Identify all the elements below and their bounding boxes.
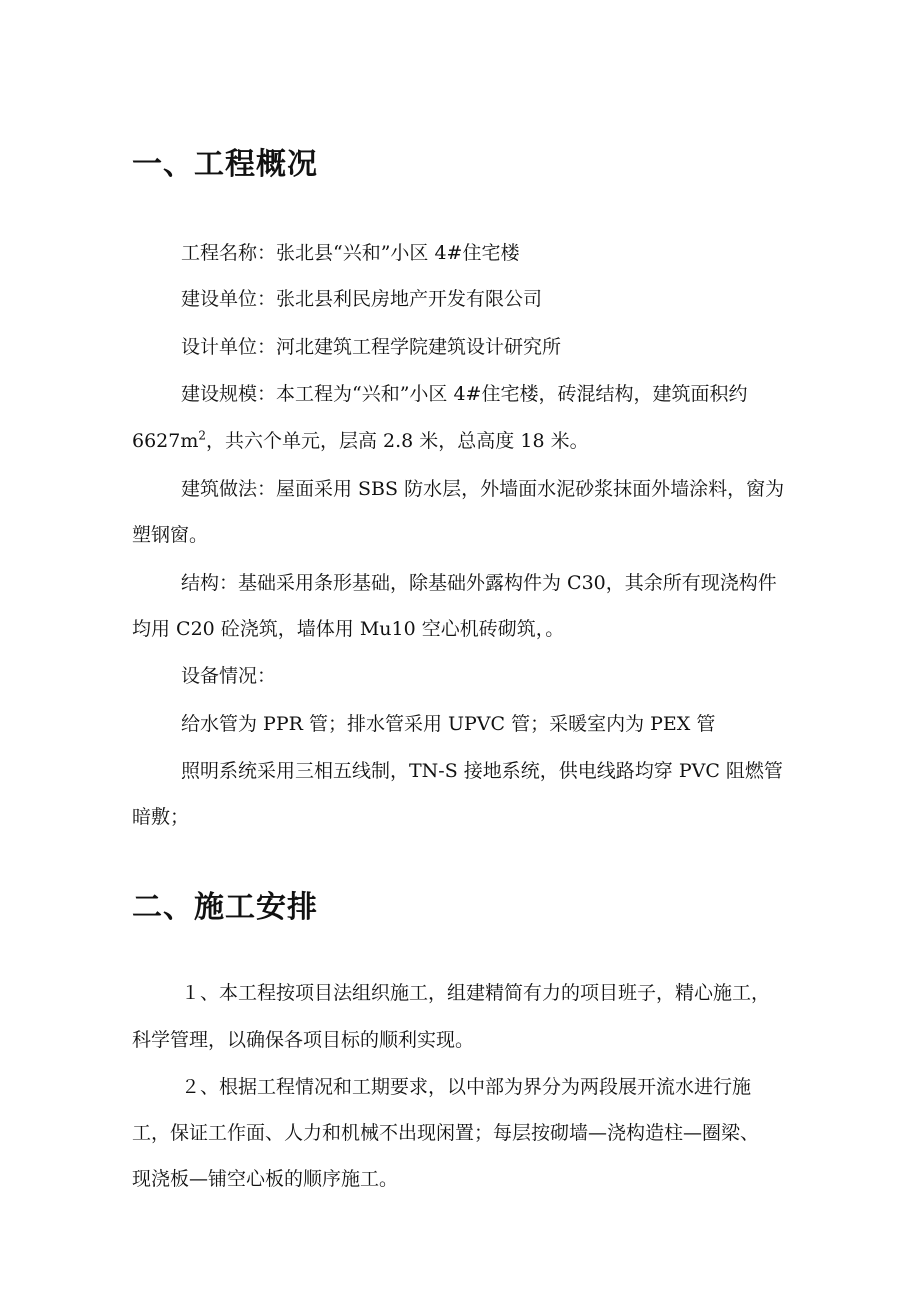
item2-line-1: ２、根据工程情况和工期要求，以中部为界分为两段展开流水进行施 bbox=[181, 1076, 752, 1098]
scale-rest: ，共六个单元，层高 2.8 米，总高度 18 米。 bbox=[206, 430, 589, 452]
client-line: 建设单位：张北县利民房地产开发有限公司 bbox=[181, 288, 543, 310]
scale-line-2 bbox=[132, 428, 589, 452]
equipment-pipes-line: 给水管为 PPR 管；排水管采用 UPVC 管；采暖室内为 PEX 管 bbox=[181, 713, 716, 735]
area-superscript: 2 bbox=[198, 428, 207, 443]
area-value: 6627m bbox=[132, 430, 199, 452]
item1-line-2: 科学管理，以确保各项目标的顺利实现。 bbox=[132, 1029, 475, 1051]
project-name-line: 工程名称：张北县“兴和”小区 4#住宅楼 bbox=[181, 242, 520, 264]
item2-line-2: 工，保证工作面、人力和机械不出现闲置；每层按砌墙—浇构造柱—圈梁、 bbox=[132, 1122, 760, 1144]
designer-line: 设计单位：河北建筑工程学院建筑设计研究所 bbox=[181, 336, 562, 358]
lighting-line-1: 照明系统采用三相五线制，TN-S 接地系统，供电线路均穿 PVC 阻燃管 bbox=[181, 760, 783, 782]
section-heading-arrangement: 二、施工安排 bbox=[132, 890, 318, 925]
method-line-2: 塑钢窗。 bbox=[132, 524, 209, 546]
method-line-1: 建筑做法：屋面采用 SBS 防水层，外墙面水泥砂浆抹面外墙涂料，窗为 bbox=[181, 478, 785, 500]
structure-line-2: 均用 C20 砼浇筑，墙体用 Mu10 空心机砖砌筑，。 bbox=[132, 618, 565, 640]
item2-line-3: 现浇板—铺空心板的顺序施工。 bbox=[132, 1168, 399, 1190]
section-heading-overview: 一、工程概况 bbox=[132, 147, 318, 182]
scale-line-1: 建设规模：本工程为“兴和”小区 4#住宅楼，砖混结构，建筑面积约 bbox=[181, 383, 748, 405]
structure-line-1: 结构：基础采用条形基础，除基础外露构件为 C30，其余所有现浇构件 bbox=[181, 572, 777, 594]
item1-line-1: １、本工程按项目法组织施工，组建精简有力的项目班子，精心施工， bbox=[181, 982, 771, 1004]
equipment-label: 设备情况： bbox=[181, 665, 277, 687]
lighting-line-2: 暗敷； bbox=[132, 806, 190, 828]
